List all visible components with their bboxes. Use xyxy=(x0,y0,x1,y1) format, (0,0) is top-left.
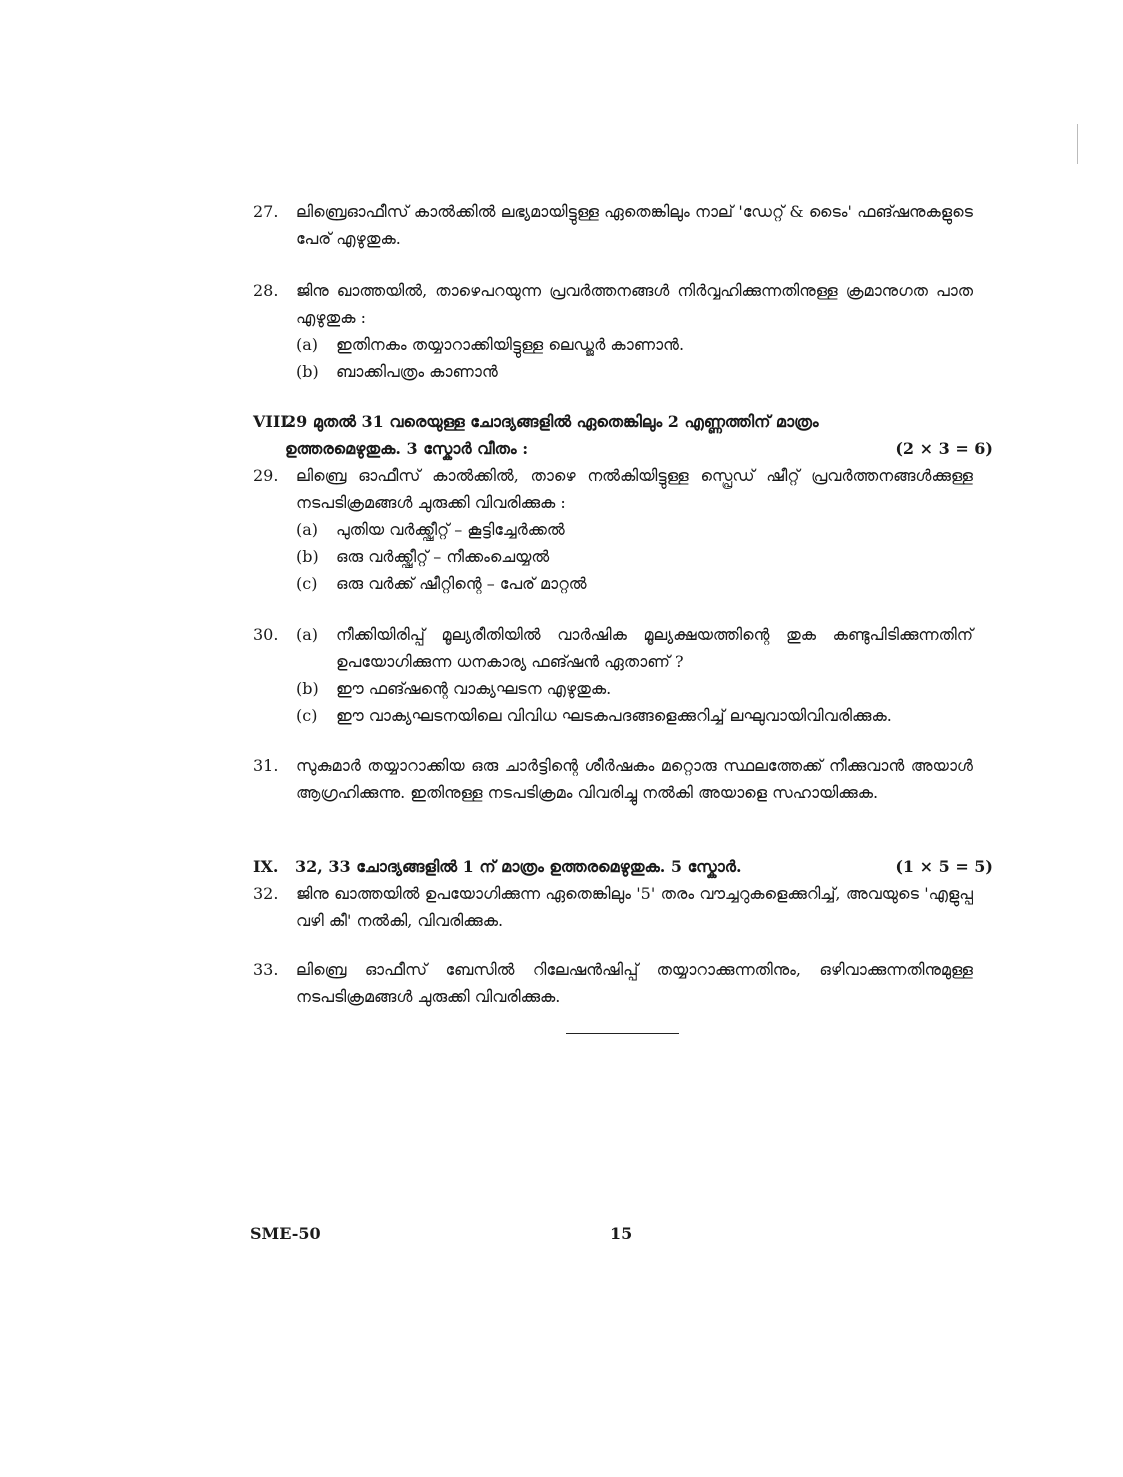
sub-label: (b) xyxy=(296,362,319,381)
paper-code: SME-50 xyxy=(250,1224,321,1243)
sub-text: പുതിയ വർക്ക്ഷീറ്റ് – കൂട്ടിച്ചേർക്കൽ xyxy=(336,520,565,539)
question-number: 30. xyxy=(253,625,279,644)
question-text: ലിബ്രെ ഓഫീസ് ബേസിൽ റിലേഷൻഷിപ്പ് തയ്യാറാക്കുന്നതിനും, ഒഴിവാക്കുന്നതിനുമുള്ള നടപടിക്രമങ്ങൾ ചുരുക്കി വിവരിക്കുക. xyxy=(296,960,973,1006)
question-text: ജിനു ഖാത്തയിൽ ഉപയോഗിക്കുന്ന ഏതെങ്കിലും '5' തരം വൗച്ചറുകളെക്കുറിച്ച്, അവയുടെ 'എളുപ്പ വഴി കീ' നൽകി, വിവരിക്കുക. xyxy=(296,884,973,930)
section-instruction-line-2: ഉത്തരമെഴുതുക. 3 സ്കോർ വീതം : xyxy=(285,439,529,458)
question-30 xyxy=(253,621,973,729)
section-marks: (1 × 5 = 5) xyxy=(895,857,993,876)
sub-label: (c) xyxy=(296,574,318,593)
sub-question-a xyxy=(296,516,973,543)
section-instruction-line-1: 32, 33 ചോദ്യങ്ങളിൽ 1 ന് മാത്രം ഉത്തരമെഴുതുക. 5 സ്കോർ. xyxy=(295,857,742,876)
sub-label: (b) xyxy=(296,679,319,698)
sub-text: ഒരു വർക്ക് ഷീറ്റിന്റെ – പേര് മാറ്റൽ xyxy=(336,574,587,593)
question-28 xyxy=(253,277,973,385)
sub-question-b xyxy=(296,543,973,570)
sub-question-c xyxy=(296,570,973,597)
question-text: ലിബ്രെഓഫീസ് കാൽക്കിൽ ലഭ്യമായിട്ടുള്ള ഏതെങ്കിലും നാല് 'ഡേറ്റ് & ടൈം' ഫങ്ഷനുകളുടെ പേര് എഴുതുക. xyxy=(296,202,973,248)
question-text: ലിബ്രെ ഓഫീസ് കാൽക്കിൽ, താഴെ നൽകിയിട്ടുള്ള സ്പ്രെഡ് ഷീറ്റ് പ്രവർത്തനങ്ങൾക്കുള്ള നടപടിക്രമങ്ങൾ ചുരുക്കി വിവരിക്കുക : xyxy=(296,466,973,512)
sub-label: (b) xyxy=(296,547,319,566)
end-of-questions-rule xyxy=(566,1033,679,1034)
section-instruction-line-1: 29 മുതൽ 31 വരെയുള്ള ചോദ്യങ്ങളിൽ ഏതെങ്കിലും 2 എണ്ണത്തിന് മാത്രം xyxy=(285,412,819,431)
sub-text: നീക്കിയിരിപ്പ് മൂല്യരീതിയിൽ വാർഷിക മൂല്യക്ഷയത്തിന്റെ തുക കണ്ടുപിടിക്കുന്നതിന് ഉപയോഗിക്കുന്ന ധനകാര്യ ഫങ്ഷൻ ഏതാണ് ? xyxy=(336,625,973,671)
section-viii-heading xyxy=(253,408,993,462)
sub-label: (a) xyxy=(296,520,319,539)
section-number: VIII. xyxy=(253,412,294,431)
question-text: ജിനു ഖാത്തയിൽ, താഴെപറയുന്ന പ്രവർത്തനങ്ങൾ നിർവ്വഹിക്കുന്നതിനുള്ള ക്രമാനുഗത പാത എഴുതുക : xyxy=(296,281,973,327)
sub-label: (a) xyxy=(296,335,319,354)
question-31 xyxy=(253,752,973,806)
page-number: 15 xyxy=(610,1224,633,1243)
question-27 xyxy=(253,198,973,252)
section-number: IX. xyxy=(253,857,279,876)
margin-mark xyxy=(1077,124,1078,164)
question-number: 27. xyxy=(253,202,279,221)
question-33 xyxy=(253,956,973,1010)
sub-question-a xyxy=(296,621,973,675)
question-number: 33. xyxy=(253,960,279,979)
question-number: 32. xyxy=(253,884,279,903)
section-marks: (2 × 3 = 6) xyxy=(895,439,993,458)
question-number: 31. xyxy=(253,756,279,775)
question-32 xyxy=(253,880,973,934)
sub-label: (c) xyxy=(296,706,318,725)
section-ix-heading xyxy=(253,853,993,880)
sub-question-b xyxy=(296,358,973,385)
sub-text: ബാക്കിപത്രം കാണാൻ xyxy=(336,362,498,381)
sub-text: ഈ വാക്യഘടനയിലെ വിവിധ ഘടകപദങ്ങളെക്കുറിച്ച് ലഘുവായിവിവരിക്കുക. xyxy=(336,706,892,725)
question-29 xyxy=(253,462,973,597)
question-number: 28. xyxy=(253,281,279,300)
sub-question-a xyxy=(296,331,973,358)
sub-text: ഈ ഫങ്ഷന്റെ വാക്യഘടന എഴുതുക. xyxy=(336,679,612,698)
question-text: സുകുമാർ തയ്യാറാക്കിയ ഒരു ചാർട്ടിന്റെ ശീർഷകം മറ്റൊരു സ്ഥലത്തേക്ക് നീക്കുവാൻ അയാൾ ആഗ്രഹിക്കുന്നു. ഇതിനുള്ള നടപടിക്രമം വിവരിച്ചു നൽകി അയാളെ സഹായിക്കുക. xyxy=(296,756,973,802)
question-number: 29. xyxy=(253,466,279,485)
sub-text: ഒരു വർക്ക്ഷീറ്റ് – നീക്കംചെയ്യൽ xyxy=(336,547,550,566)
sub-question-c xyxy=(296,702,973,729)
sub-label: (a) xyxy=(296,625,319,644)
sub-question-b xyxy=(296,675,973,702)
sub-text: ഇതിനകം തയ്യാറാക്കിയിട്ടുള്ള ലെഡ്ജർ കാണാൻ. xyxy=(336,335,685,354)
